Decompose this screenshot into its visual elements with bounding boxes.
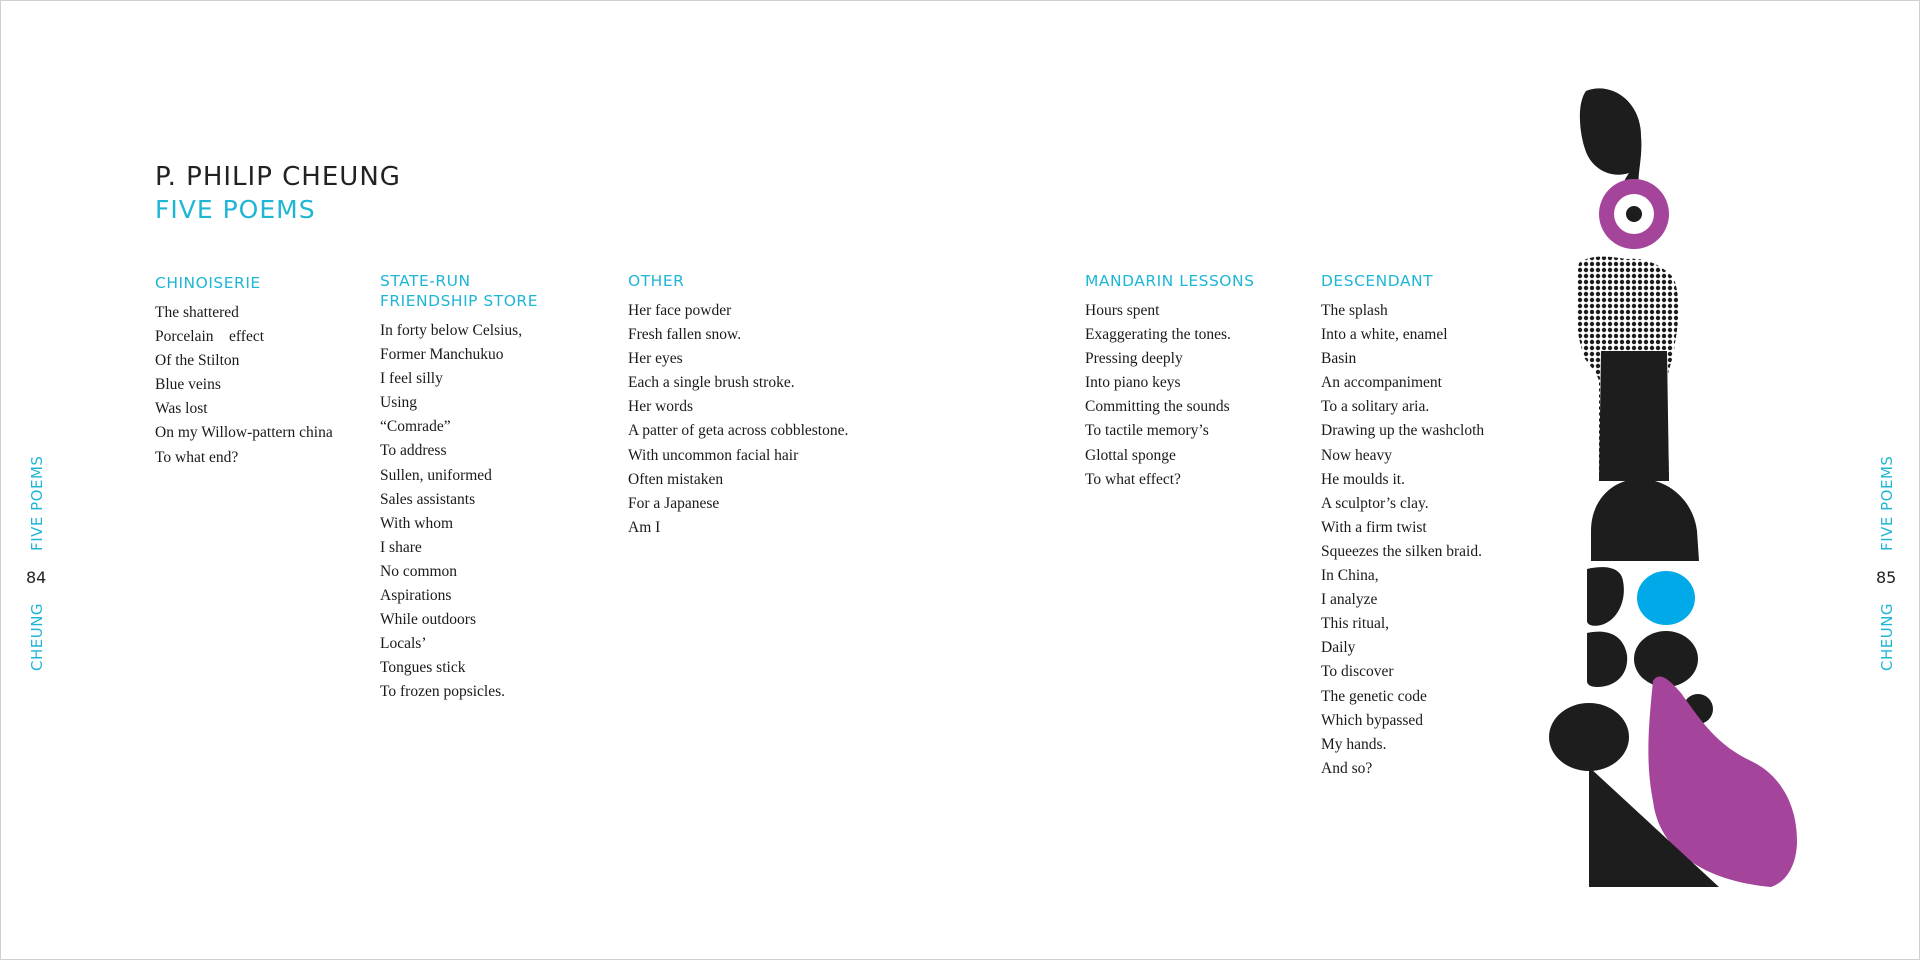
title-block (155, 161, 401, 227)
poem-line: An accompaniment (1321, 374, 1442, 392)
poem-line: Hours spent (1085, 302, 1160, 319)
poem-line: Her eyes (628, 350, 683, 368)
poem-line: I analyze (1321, 591, 1378, 609)
poem-title: DESCENDANT (1321, 272, 1434, 290)
page-number-right: 85 (1876, 568, 1897, 587)
stone-shape (1549, 703, 1629, 771)
running-head-right (1878, 404, 1896, 671)
poem-line: To tactile memory’s (1085, 422, 1209, 440)
poem-line: Porcelain effect (155, 328, 265, 346)
poem-line: Committing the sounds (1085, 398, 1230, 416)
poem-line: While outdoors (380, 611, 476, 629)
author-name: P. PHILIP CHEUNG (155, 162, 401, 192)
poem-line: For a Japanese (628, 494, 720, 512)
poem-line: On my Willow-pattern china (155, 424, 333, 442)
poem-line: I share (380, 538, 422, 556)
poem-line: Into piano keys (1085, 374, 1181, 392)
poem-line: To what end? (155, 448, 239, 466)
poem-line: In forty below Celsius, (380, 322, 523, 339)
poem-body (380, 319, 538, 705)
poem-body (1085, 299, 1254, 492)
poem-line: “Comrade” (380, 418, 451, 436)
poem-line: Pressing deeply (1085, 350, 1183, 368)
poem-line: Am I (628, 518, 661, 536)
stone-shape (1587, 632, 1627, 687)
poem-line: Now heavy (1321, 446, 1393, 464)
stone-shape (1634, 631, 1698, 687)
poem-other (628, 271, 848, 540)
poem-line: To frozen popsicles. (380, 683, 506, 701)
poem-mandarin-lessons (1085, 271, 1254, 492)
running-title: FIVE POEMS (1878, 455, 1896, 551)
poem-line: A sculptor’s clay. (1321, 494, 1429, 512)
stone-shape (1587, 567, 1624, 626)
poem-line: Aspirations (380, 587, 452, 605)
poem-line: Blue veins (155, 376, 221, 394)
poem-line: With whom (380, 514, 453, 532)
poem-descendant (1321, 271, 1484, 781)
poem-line: Her face powder (628, 302, 732, 319)
poem-line: In China, (1321, 567, 1379, 585)
poem-line: A patter of geta across cobblestone. (628, 422, 849, 440)
poem-line: The genetic code (1321, 687, 1427, 705)
poem-line: Sullen, uniformed (380, 466, 492, 484)
poem-line: With uncommon facial hair (628, 446, 799, 464)
poem-title: MANDARIN LESSONS (1085, 272, 1255, 290)
poem-line: This ritual, (1321, 615, 1390, 633)
poem-body (155, 301, 333, 470)
poem-chinoiserie (155, 273, 333, 470)
poem-line: Using (380, 394, 418, 412)
collection-title: FIVE POEMS (155, 195, 316, 224)
poem-line: To address (380, 442, 447, 460)
poem-line: My hands. (1321, 735, 1387, 753)
dome-shape (1591, 479, 1699, 561)
poem-line: To discover (1321, 663, 1394, 681)
poem-line: Fresh fallen snow. (628, 326, 742, 344)
poem-line: Into a white, enamel (1321, 326, 1448, 344)
poem-line: To a solitary aria. (1321, 398, 1430, 416)
poem-line: Drawing up the washcloth (1321, 422, 1485, 440)
poem-title: STATE-RUN FRIENDSHIP STORE (380, 272, 538, 310)
poem-line: Her words (628, 398, 693, 416)
poem-line: I feel silly (380, 370, 443, 388)
poem-title: CHINOISERIE (155, 274, 261, 292)
poem-line: Exaggerating the tones. (1085, 326, 1231, 344)
running-author: CHEUNG (1878, 602, 1896, 671)
poem-line: Glottal sponge (1085, 446, 1176, 464)
poem-body (1321, 299, 1484, 781)
poem-line: Former Manchukuo (380, 346, 504, 364)
running-title: FIVE POEMS (28, 455, 46, 551)
running-author: CHEUNG (28, 602, 46, 671)
poem-line: Sales assistants (380, 490, 476, 508)
poem-line: Each a single brush stroke. (628, 374, 795, 392)
poem-line: Locals’ (380, 635, 427, 653)
comma-shape (1580, 88, 1642, 188)
poem-line: No common (380, 562, 458, 580)
poem-line: With a firm twist (1321, 518, 1427, 536)
poem-line: He moulds it. (1321, 470, 1405, 488)
poem-line: Daily (1321, 639, 1356, 657)
fist-shadow-shape (1599, 351, 1669, 481)
poem-line: The shattered (155, 304, 239, 321)
poem-line: To what effect? (1085, 470, 1181, 488)
page-number-left: 84 (26, 568, 47, 587)
poem-body (628, 299, 848, 540)
totem-illustration (1541, 81, 1811, 891)
poem-line: Basin (1321, 350, 1357, 368)
poem-line: Tongues stick (380, 659, 466, 677)
poem-line: The splash (1321, 302, 1388, 319)
poem-line: Squeezes the silken braid. (1321, 542, 1482, 560)
poem-line: Was lost (155, 400, 208, 418)
poem-line: Of the Stilton (155, 352, 240, 370)
poem-state-run-friendship-store (380, 271, 538, 705)
blue-stone-shape (1637, 571, 1695, 625)
poem-line: And so? (1321, 759, 1373, 777)
eye-pupil-shape (1626, 206, 1642, 222)
poem-line: Often mistaken (628, 470, 724, 488)
poem-title: OTHER (628, 272, 685, 290)
poem-line: Which bypassed (1321, 711, 1424, 729)
running-head-left (28, 404, 46, 671)
